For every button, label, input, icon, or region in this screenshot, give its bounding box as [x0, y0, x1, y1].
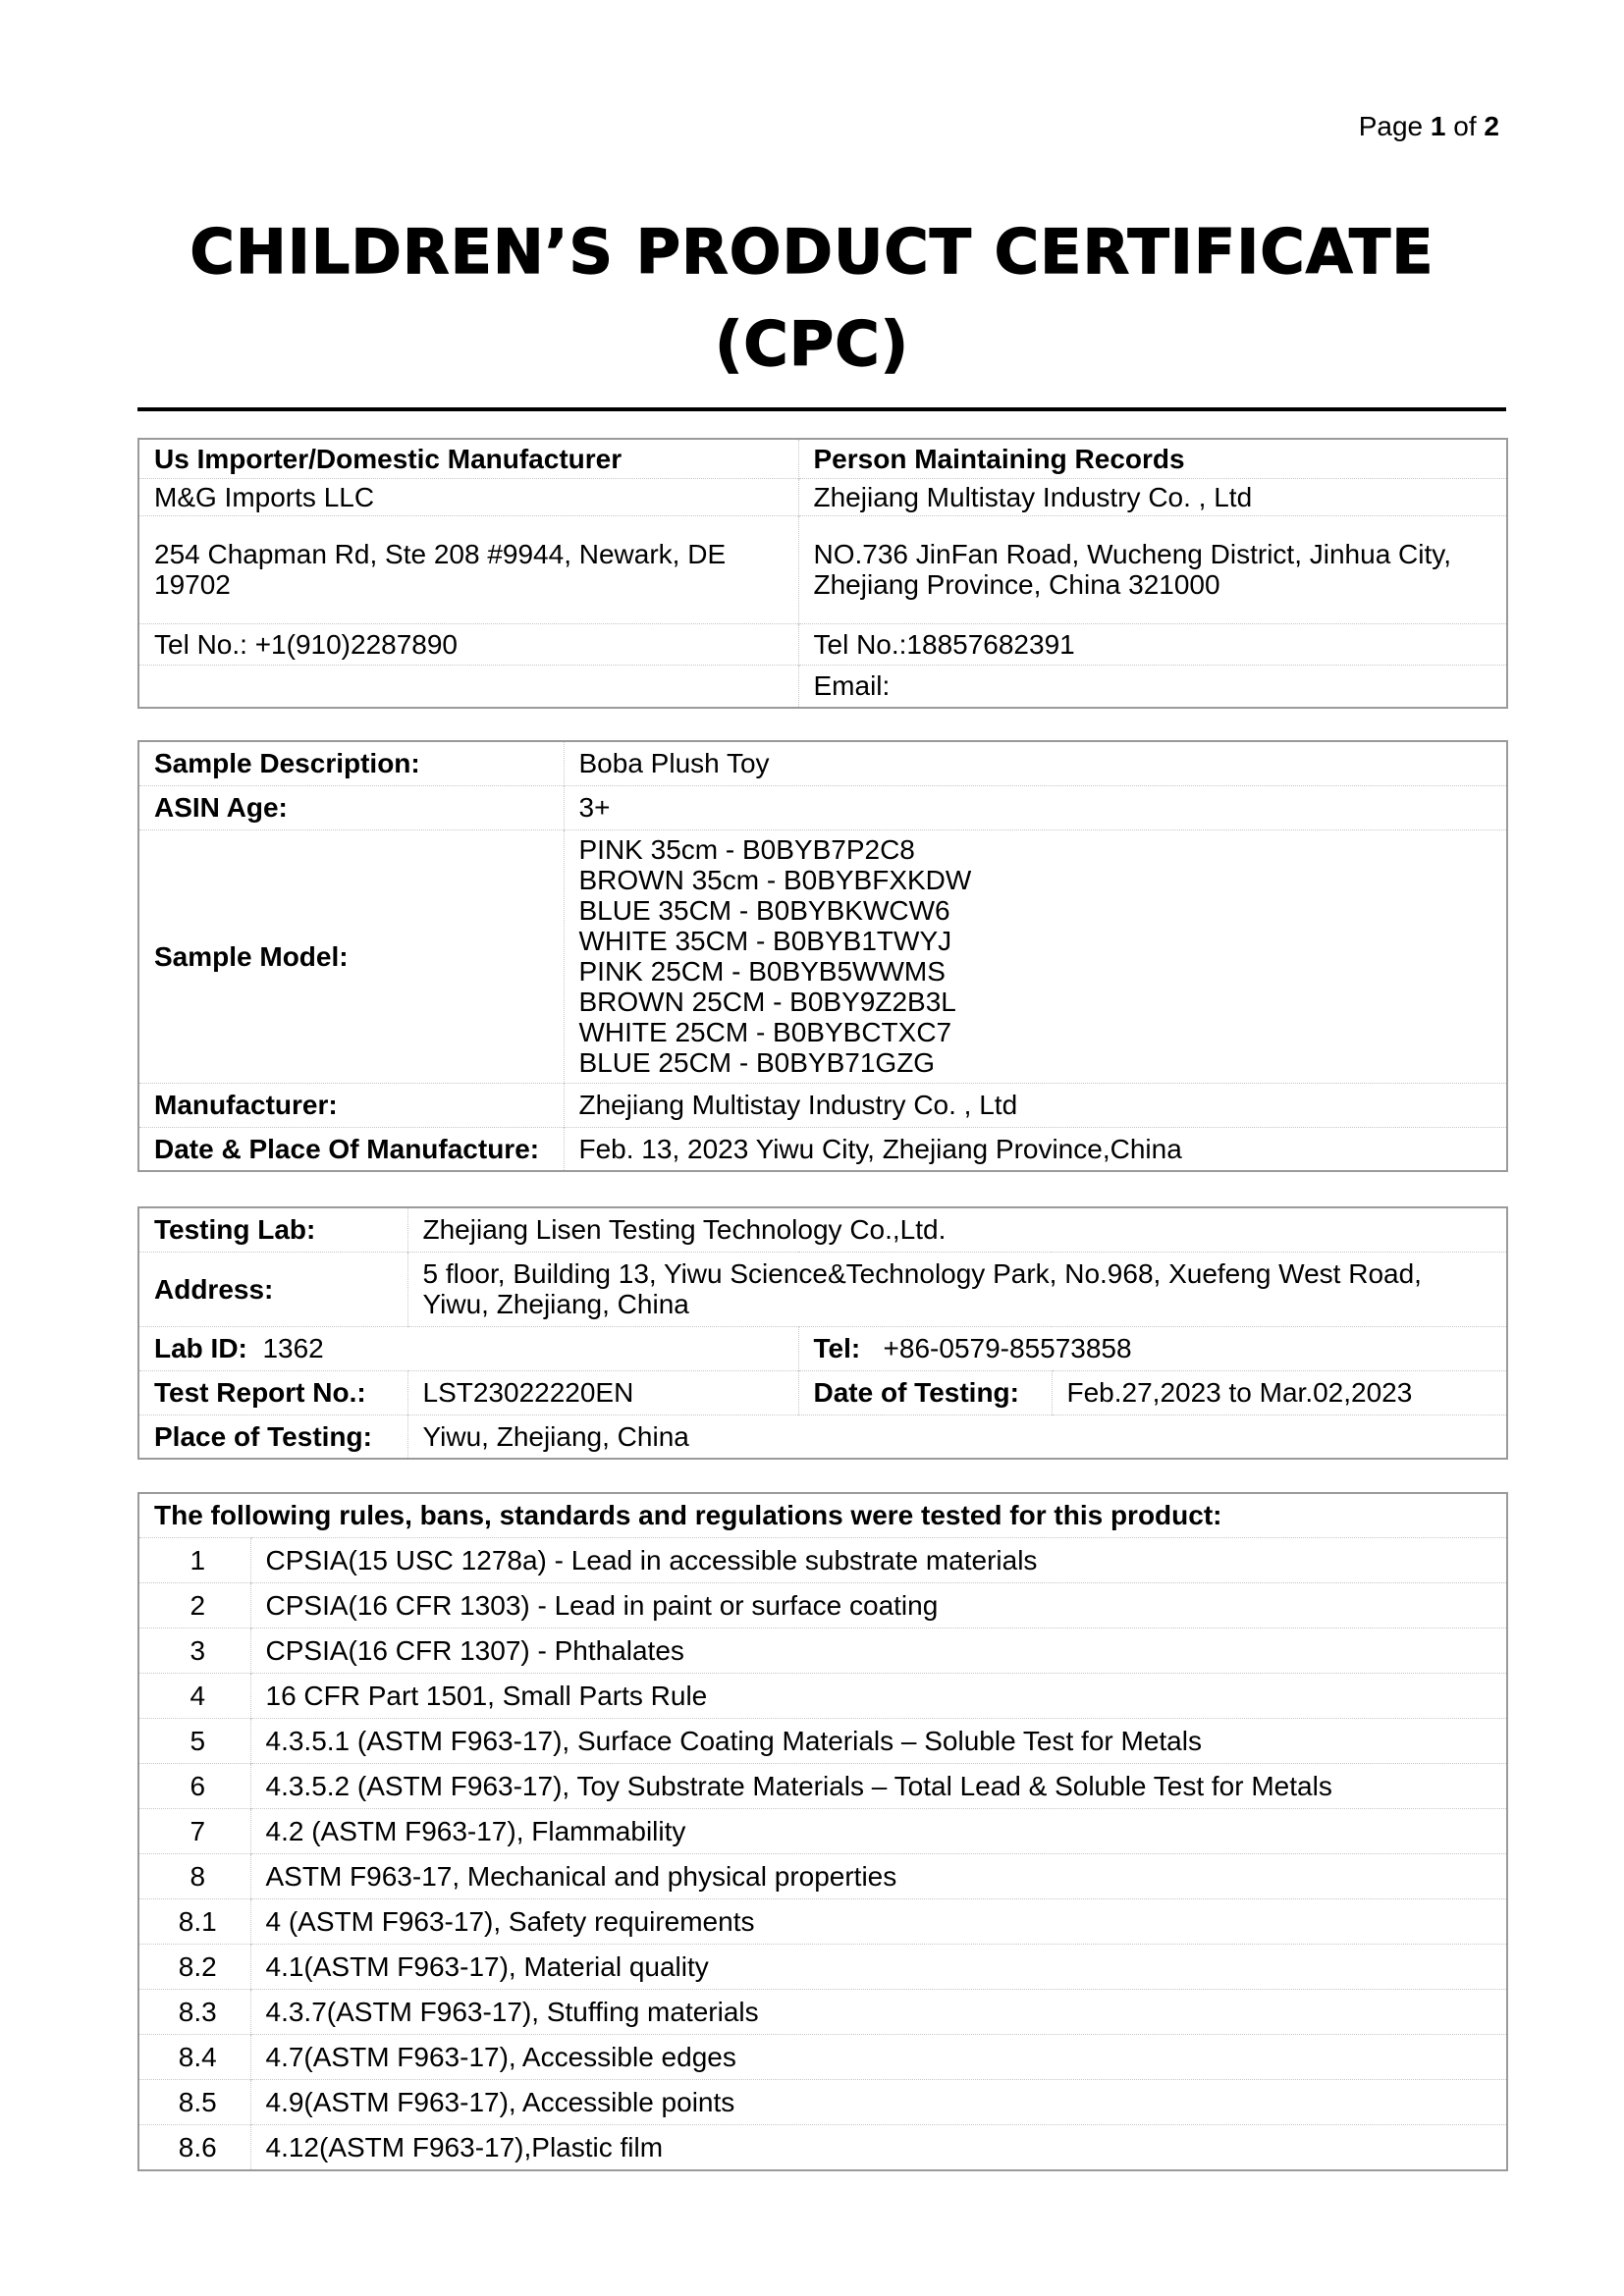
test-report-label: Test Report No.:	[138, 1370, 407, 1415]
page-total: 2	[1484, 111, 1499, 141]
page-of: of	[1453, 111, 1477, 141]
rule-text: 4.3.7(ASTM F963-17), Stuffing materials	[250, 1989, 1507, 2034]
records-tel: Tel No.:18857682391	[798, 623, 1507, 665]
parties-table	[137, 438, 1508, 709]
lab-tel-label: Tel:	[813, 1333, 861, 1363]
sample-description: Boba Plush Toy	[564, 741, 1507, 785]
importer-address: 254 Chapman Rd, Ste 208 #9944, Newark, DE 19702	[138, 515, 798, 623]
rule-text: 4.1(ASTM F963-17), Material quality	[250, 1944, 1507, 1989]
lab-id-cell	[138, 1326, 798, 1370]
rule-number: 4	[138, 1673, 250, 1718]
asin-age-label: ASIN Age:	[138, 785, 564, 829]
rule-number: 8.6	[138, 2124, 250, 2170]
sample-model-item: BROWN 35cm - B0BYBFXKDW	[578, 865, 972, 895]
rules-table	[137, 1492, 1508, 2171]
rule-row	[138, 2079, 1507, 2124]
rules-heading: The following rules, bans, standards and regulations were tested for this product:	[154, 1500, 1222, 1531]
rule-row	[138, 1898, 1507, 1944]
title-line-1: CHILDREN’S PRODUCT CERTIFICATE	[189, 216, 1435, 288]
sample-model-item: WHITE 35CM - B0BYB1TWYJ	[578, 926, 952, 956]
place-of-testing: Yiwu, Zhejiang, China	[407, 1415, 1507, 1459]
rule-row	[138, 1853, 1507, 1898]
sample-model-item: BLUE 35CM - B0BYBKWCW6	[578, 895, 950, 926]
records-heading: Person Maintaining Records	[798, 439, 1507, 478]
sample-table	[137, 740, 1508, 1172]
rule-text: 4.12(ASTM F963-17),Plastic film	[250, 2124, 1507, 2170]
rule-number: 8.4	[138, 2034, 250, 2079]
testing-date-label: Date of Testing:	[798, 1370, 1052, 1415]
rule-number: 8.3	[138, 1989, 250, 2034]
rule-number: 6	[138, 1763, 250, 1808]
rule-number: 8.2	[138, 1944, 250, 1989]
lab-table	[137, 1206, 1508, 1460]
rule-number: 2	[138, 1582, 250, 1628]
rule-text: 4.7(ASTM F963-17), Accessible edges	[250, 2034, 1507, 2079]
title-line-2: (CPC)	[714, 308, 910, 380]
sample-model-label: Sample Model:	[138, 829, 564, 1083]
rule-text: 16 CFR Part 1501, Small Parts Rule	[250, 1673, 1507, 1718]
rule-row	[138, 1763, 1507, 1808]
sample-model-item: PINK 35cm - B0BYB7P2C8	[578, 834, 915, 865]
lab-id-label: Lab ID:	[154, 1333, 247, 1363]
testing-lab: Zhejiang Lisen Testing Technology Co.,Ltd.	[407, 1207, 1507, 1252]
rule-number: 5	[138, 1718, 250, 1763]
records-email: Email:	[798, 665, 1507, 708]
rule-text: 4.9(ASTM F963-17), Accessible points	[250, 2079, 1507, 2124]
rule-number: 8.1	[138, 1898, 250, 1944]
rule-row	[138, 1537, 1507, 1582]
rule-text: 4 (ASTM F963-17), Safety requirements	[250, 1898, 1507, 1944]
importer-empty-cell	[138, 665, 798, 708]
rule-text: ASTM F963-17, Mechanical and physical properties	[250, 1853, 1507, 1898]
rule-number: 8	[138, 1853, 250, 1898]
test-report-number: LST23022220EN	[407, 1370, 798, 1415]
certificate-title	[0, 206, 1624, 391]
lab-tel-cell	[798, 1326, 1507, 1370]
sample-model-item: PINK 25CM - B0BYB5WWMS	[578, 956, 946, 987]
rule-number: 8.5	[138, 2079, 250, 2124]
manufacturer: Zhejiang Multistay Industry Co. , Ltd	[564, 1083, 1507, 1127]
rule-number: 7	[138, 1808, 250, 1853]
asin-age: 3+	[564, 785, 1507, 829]
rule-number: 1	[138, 1537, 250, 1582]
lab-address: 5 floor, Building 13, Yiwu Science&Technology Park, No.968, Xuefeng West Road, Yiwu, Zhejiang, China	[407, 1252, 1507, 1326]
importer-heading: Us Importer/Domestic Manufacturer	[154, 443, 623, 474]
rule-row	[138, 1808, 1507, 1853]
rule-row	[138, 1628, 1507, 1673]
testing-date: Feb.27,2023 to Mar.02,2023	[1052, 1370, 1507, 1415]
lab-address-label: Address:	[138, 1252, 407, 1326]
page-label: Page	[1358, 111, 1424, 141]
sample-model-item: BLUE 25CM - B0BYB71GZG	[578, 1047, 936, 1078]
sample-model-item: WHITE 25CM - B0BYBCTXC7	[578, 1017, 952, 1047]
rule-row	[138, 1989, 1507, 2034]
sample-model-list	[564, 829, 1507, 1083]
sample-description-label: Sample Description:	[154, 748, 420, 779]
rule-row	[138, 1582, 1507, 1628]
rule-row	[138, 1944, 1507, 1989]
lab-id: 1362	[262, 1333, 324, 1363]
rule-row	[138, 1673, 1507, 1718]
records-name: Zhejiang Multistay Industry Co. , Ltd	[798, 478, 1507, 515]
rule-text: 4.3.5.2 (ASTM F963-17), Toy Substrate Materials – Total Lead & Soluble Test for Metals	[250, 1763, 1507, 1808]
manufacturer-label: Manufacturer:	[138, 1083, 564, 1127]
manufacture-date-label: Date & Place Of Manufacture:	[138, 1127, 564, 1171]
place-of-testing-label: Place of Testing:	[138, 1415, 407, 1459]
sample-model-item: BROWN 25CM - B0BY9Z2B3L	[578, 987, 956, 1017]
rule-text: CPSIA(15 USC 1278a) - Lead in accessible substrate materials	[250, 1537, 1507, 1582]
rule-number: 3	[138, 1628, 250, 1673]
lab-tel: +86-0579-85573858	[883, 1333, 1132, 1363]
importer-name: M&G Imports LLC	[138, 478, 798, 515]
records-address: NO.736 JinFan Road, Wucheng District, Jinhua City, Zhejiang Province, China 321000	[798, 515, 1507, 623]
rule-row	[138, 1718, 1507, 1763]
rule-text: 4.2 (ASTM F963-17), Flammability	[250, 1808, 1507, 1853]
manufacture-date: Feb. 13, 2023 Yiwu City, Zhejiang Province,China	[564, 1127, 1507, 1171]
rule-row	[138, 2034, 1507, 2079]
page-number	[1359, 111, 1499, 142]
testing-lab-label: Testing Lab:	[154, 1214, 316, 1246]
rule-text: CPSIA(16 CFR 1307) - Phthalates	[250, 1628, 1507, 1673]
page-current: 1	[1430, 111, 1446, 141]
rule-text: 4.3.5.1 (ASTM F963-17), Surface Coating Materials – Soluble Test for Metals	[250, 1718, 1507, 1763]
rule-text: CPSIA(16 CFR 1303) - Lead in paint or surface coating	[250, 1582, 1507, 1628]
importer-tel: Tel No.: +1(910)2287890	[138, 623, 798, 665]
title-divider	[137, 407, 1506, 411]
rule-row	[138, 2124, 1507, 2170]
